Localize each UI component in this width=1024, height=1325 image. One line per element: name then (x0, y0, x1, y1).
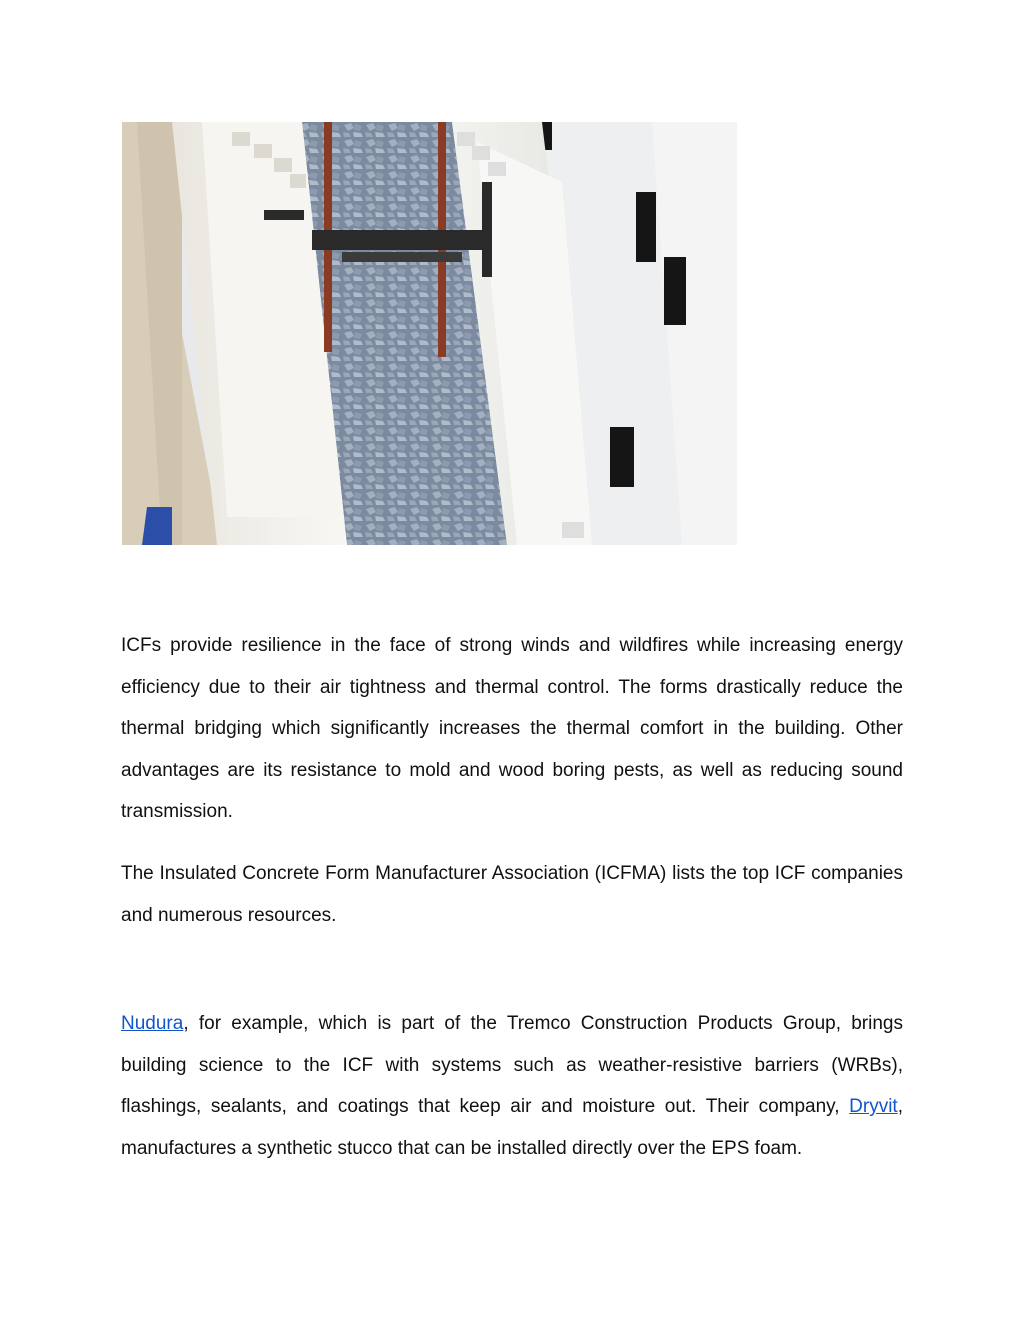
nudura-link[interactable]: Nudura (121, 1013, 184, 1034)
icf-wall-photo (122, 122, 737, 545)
paragraph-icf-benefits: ICFs provide resilience in the face of strong winds and wildfires while increasing energy efficiency due to their air tightness and thermal control. The forms drastically reduce the thermal bridging which significantly increases the thermal comfort in the building. Other advantages are its resistance to mold and wood boring pests, as well as reducing sound transmission. (121, 635, 903, 823)
icf-wall-illustration (122, 122, 737, 545)
paragraph-icfma: The Insulated Concrete Form Manufacturer Association (ICFMA) lists the top ICF companies and numerous resources. (121, 863, 903, 926)
dryvit-text: , manufactures a synthetic stucco that can be installed directly over the EPS foam. (121, 1096, 903, 1159)
dryvit-link[interactable]: Dryvit (849, 1096, 898, 1118)
nudura-text: , for example, which is part of the Tremco Construction Products Group, brings building science to the ICF with systems such as weather-resistive barriers (WRBs), flashings, sealants, and coatings that keep air and moisture out. Their company, (121, 1013, 903, 1118)
paragraph-nudura (121, 1003, 903, 1169)
